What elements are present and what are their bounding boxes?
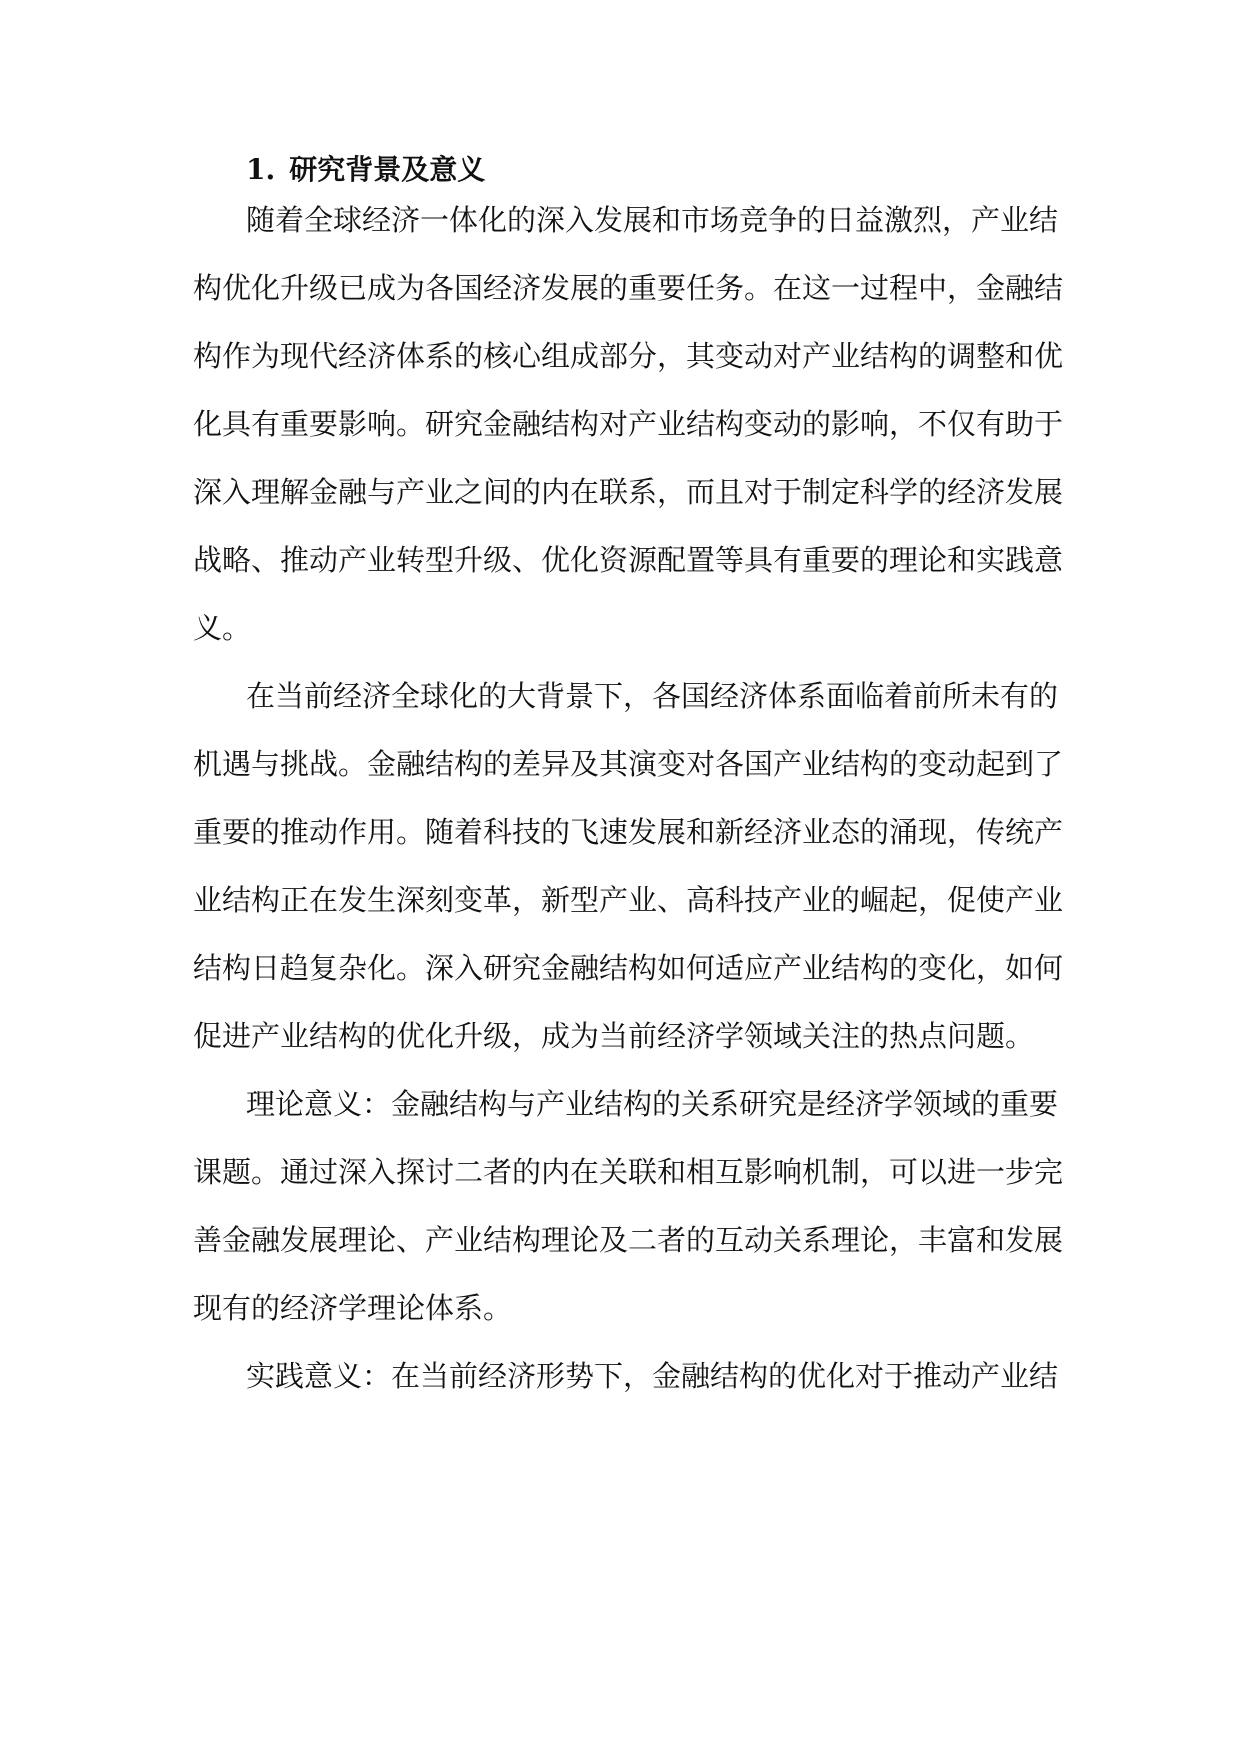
paragraph-line: 深入理解金融与产业之间的内在联系，而且对于制定科学的经济发展 [193,475,1064,509]
paragraph-line: 结构日趋复杂化。深入研究金融结构如何适应产业结构的变化，如何 [193,951,1064,985]
paragraph-line: 业结构正在发生深刻变革，新型产业、高科技产业的崛起，促使产业 [193,883,1064,917]
section-title: 研究背景及意义 [289,153,486,186]
paragraph-line: 重要的推动作用。随着科技的飞速发展和新经济业态的涌现，传统产 [193,815,1064,849]
paragraph-line: 构作为现代经济体系的核心组成部分，其变动对产业结构的调整和优 [193,339,1064,373]
paragraph-line: 义。 [193,611,252,645]
paragraph-line: 促进产业结构的优化升级，成为当前经济学领域关注的热点问题。 [193,1019,1035,1053]
section-number: 1. [246,153,276,186]
paragraph-line: 机遇与挑战。金融结构的差异及其演变对各国产业结构的变动起到了 [193,747,1064,781]
paragraph-line: 实践意义：在当前经济形势下，金融结构的优化对于推动产业结 [246,1359,1059,1393]
paragraph-line: 理论意义：金融结构与产业结构的关系研究是经济学领域的重要 [246,1087,1059,1121]
paragraph-line: 善金融发展理论、产业结构理论及二者的互动关系理论，丰富和发展 [193,1223,1064,1257]
paragraph-line: 构优化升级已成为各国经济发展的重要任务。在这一过程中，金融结 [193,271,1064,305]
paragraph-line: 战略、推动产业转型升级、优化资源配置等具有重要的理论和实践意 [193,543,1064,577]
paragraph-line: 随着全球经济一体化的深入发展和市场竞争的日益激烈，产业结 [246,203,1059,237]
paragraph-line: 课题。通过深入探讨二者的内在关联和相互影响机制，可以进一步完 [193,1155,1064,1189]
paragraph-line: 化具有重要影响。研究金融结构对产业结构变动的影响，不仅有助于 [193,407,1064,441]
paragraph-line: 现有的经济学理论体系。 [193,1291,513,1325]
section-heading [246,150,485,190]
paragraph-line: 在当前经济全球化的大背景下，各国经济体系面临着前所未有的 [246,679,1059,713]
